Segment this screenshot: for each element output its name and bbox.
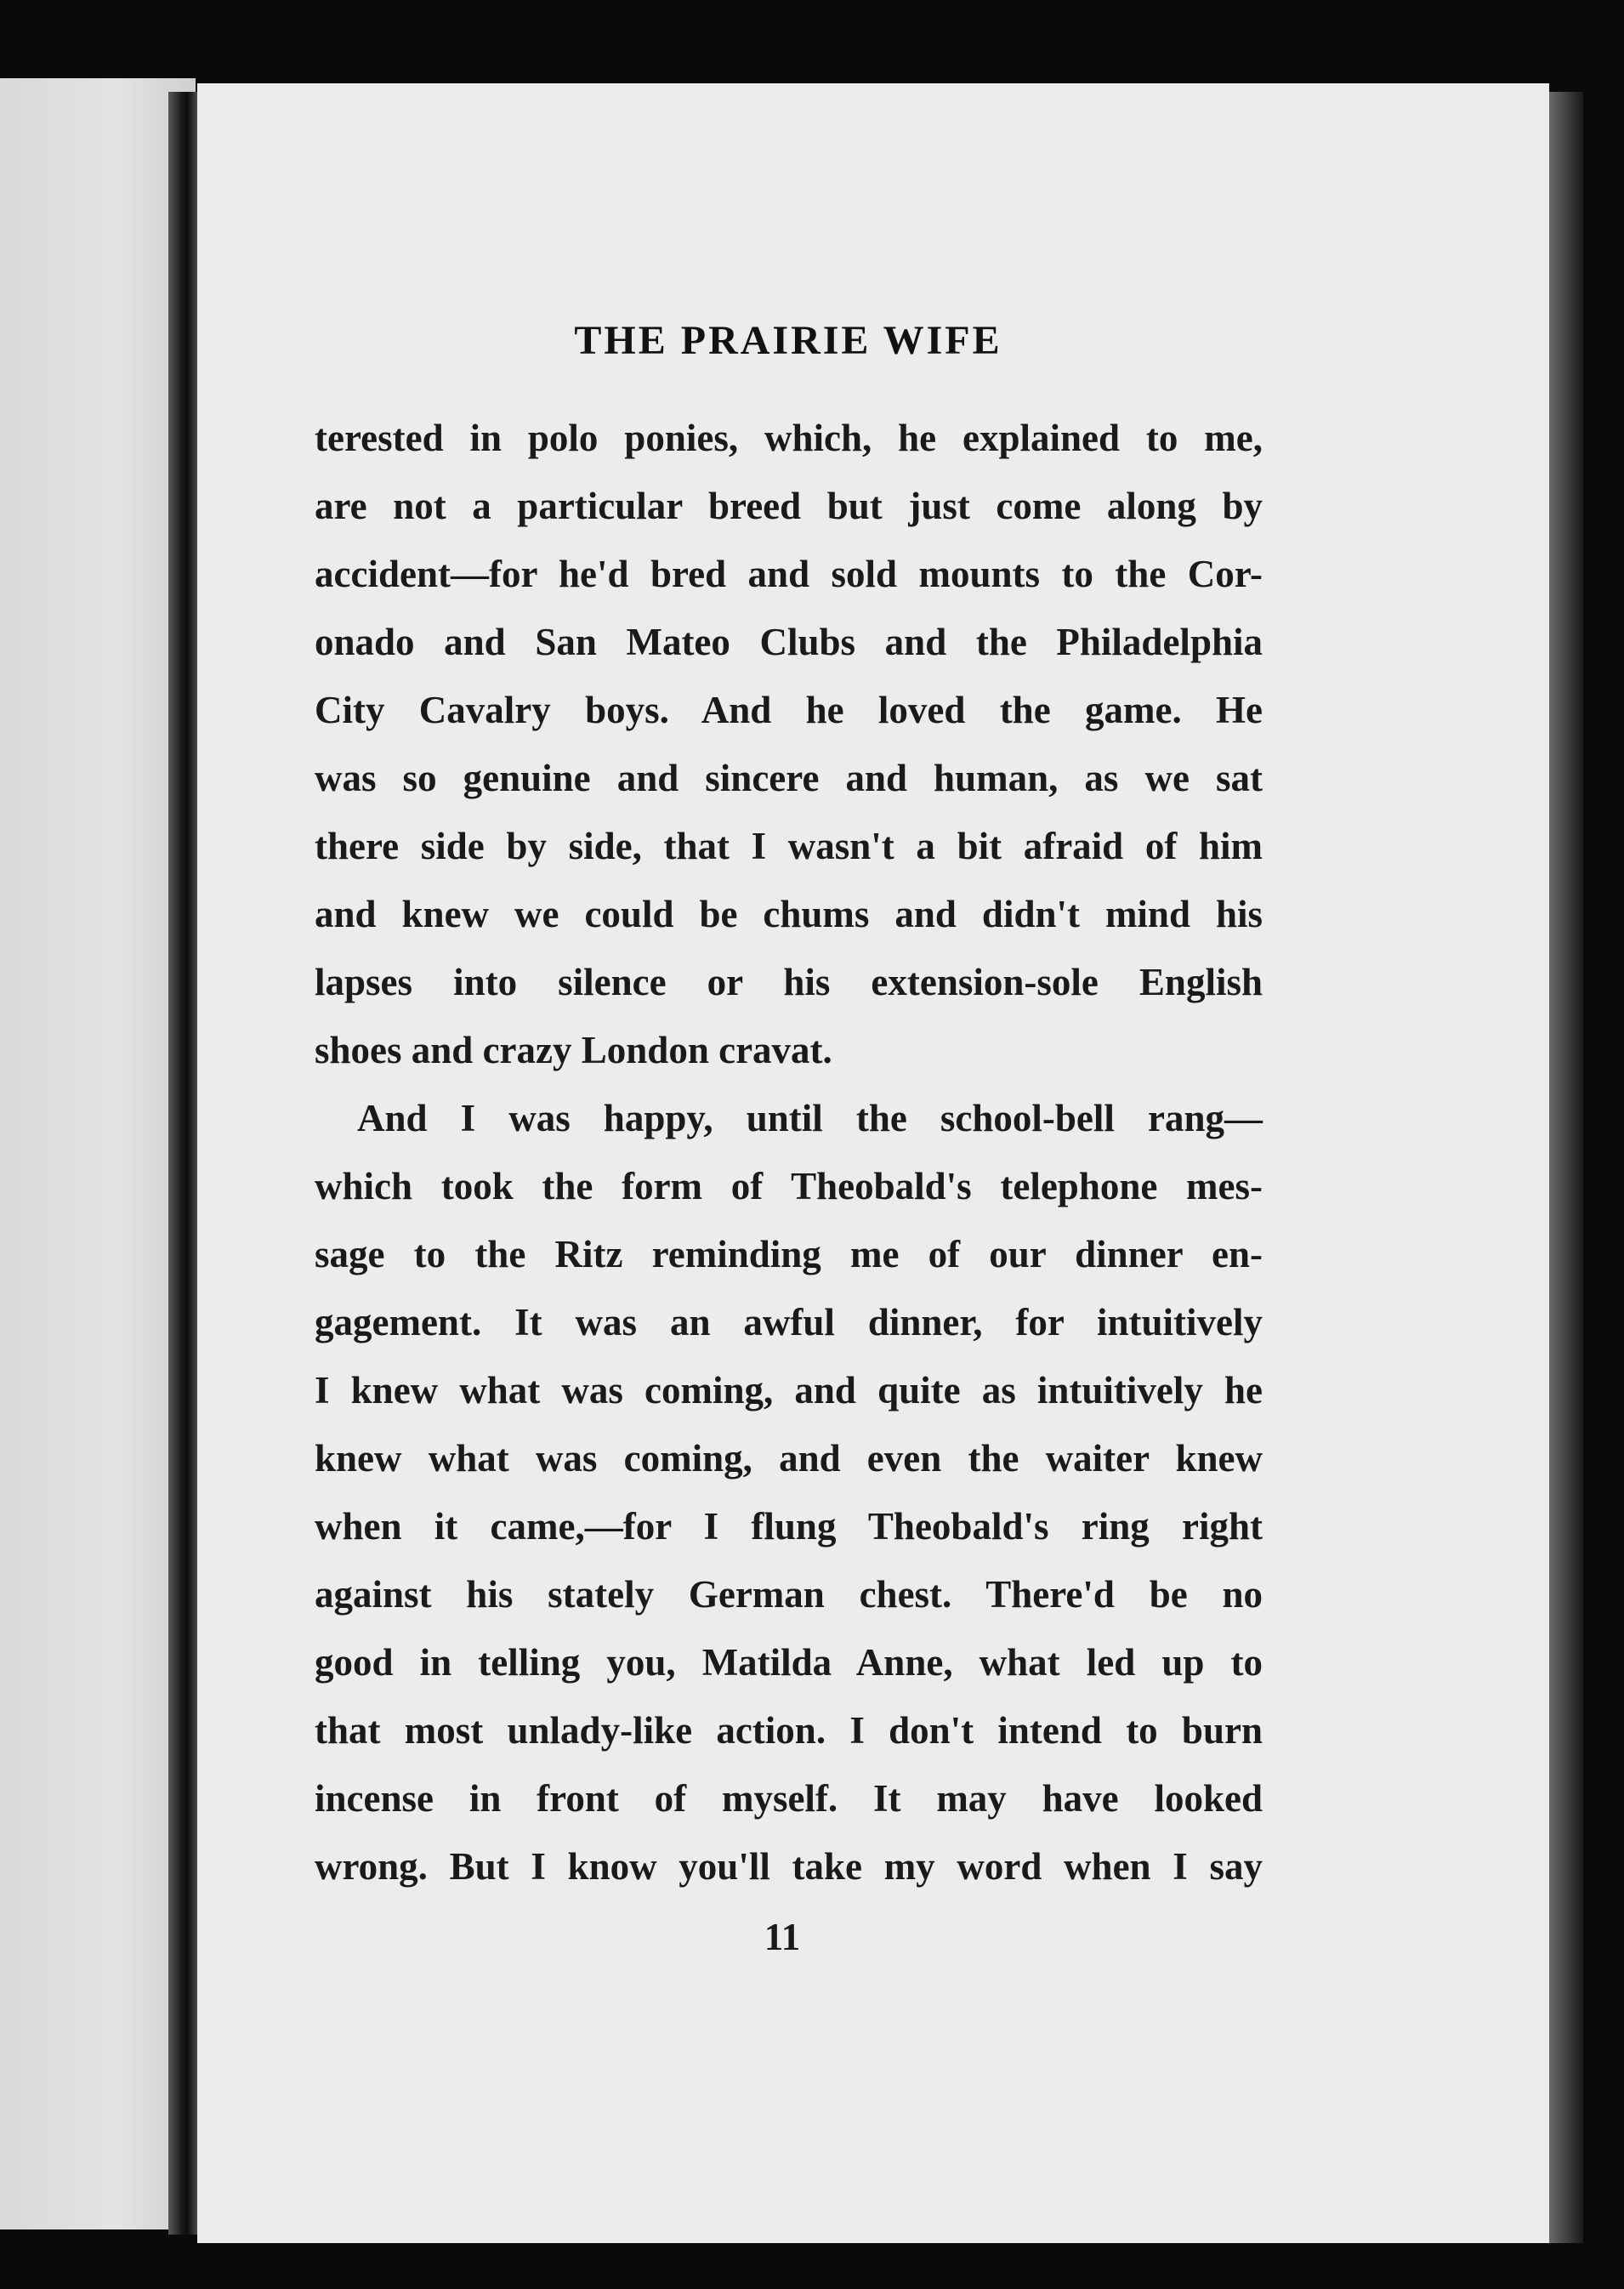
text-line: and knew we could be chums and didn't mind his (315, 893, 1263, 935)
text-line: good in telling you, Matilda Anne, what led up to (315, 1641, 1263, 1684)
text-line: was so genuine and sincere and human, as we sat (315, 757, 1263, 799)
text-line: when it came,—for I flung Theobald's ring right (315, 1505, 1263, 1548)
text-line: wrong. But I know you'll take my word when I say (315, 1845, 1263, 1888)
text-line: shoes and crazy London cravat. (315, 1029, 832, 1071)
text-line: there side by side, that I wasn't a bit afraid of him (315, 825, 1263, 867)
text-line: that most unlady-like action. I don't intend to burn (315, 1709, 1263, 1752)
text-line: which took the form of Theobald's telephone mes- (315, 1165, 1263, 1207)
text-line: terested in polo ponies, which, he explained to me, (315, 417, 1263, 459)
running-head: THE PRAIRIE WIFE (574, 318, 1002, 363)
text-line: against his stately German chest. There'd be no (315, 1573, 1263, 1616)
text-line: sage to the Ritz reminding me of our dinner en- (315, 1233, 1263, 1275)
text-line: accident—for he'd bred and sold mounts to the Cor- (315, 553, 1263, 595)
page-edge-shadow (1549, 92, 1583, 2243)
page-number: 11 (764, 1916, 801, 1958)
text-line: City Cavalry boys. And he loved the game. He (315, 689, 1263, 731)
text-line: And I was happy, until the school-bell rang— (357, 1097, 1263, 1139)
text-line: knew what was coming, and even the waiter knew (315, 1437, 1263, 1480)
text-line: are not a particular breed but just come along by (315, 485, 1263, 527)
text-line: gagement. It was an awful dinner, for intuitively (315, 1301, 1263, 1343)
text-line: incense in front of myself. It may have looked (315, 1777, 1263, 1820)
text-line: I knew what was coming, and quite as intuitively he (315, 1369, 1263, 1411)
text-line: lapses into silence or his extension-sole English (315, 961, 1263, 1003)
book-gutter (168, 92, 197, 2235)
facing-page-edge (0, 78, 196, 2229)
text-line: onado and San Mateo Clubs and the Philadelphia (315, 621, 1263, 663)
